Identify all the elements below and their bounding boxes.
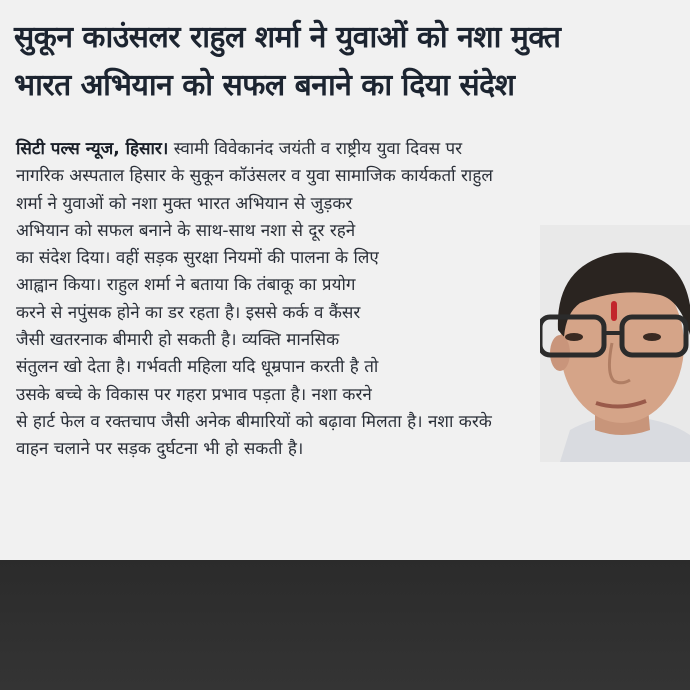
body-line-2: नागरिक अस्पताल हिसार के सुकून कॉउंसलर व युवा सामाजिक कार्यकर्ता राहुल [16,166,493,187]
dark-bottom-area [0,560,690,690]
portrait-illustration [540,225,690,462]
body-line-1 [16,136,676,163]
dateline: सिटी पल्स न्यूज, हिसार। [16,139,169,159]
article-headline [14,14,690,110]
body-line-3: शर्मा ने युवाओं को नशा मुक्त भारत अभियान से जुड़कर [16,193,353,214]
body-line-9: संतुलन खो देता है। गर्भवती महिला यदि धूम्रपान करती है तो [16,357,379,378]
person-photo [540,225,690,462]
body-line-5: का संदेश दिया। वहीं सड़क सुरक्षा नियमों की पालना के लिए [16,248,379,269]
body-line-6: आह्वान किया। राहुल शर्मा ने बताया कि तंबाकू का प्रयोग [16,275,356,296]
body-line-4: अभियान को सफल बनाने के साथ-साथ नशा से दूर रहने [16,220,356,241]
body-line-12: वाहन चलाने पर सड़क दुर्घटना भी हो सकती है। [16,439,304,460]
body-line-8: जैसी खतरनाक बीमारी हो सकती है। व्यक्ति मानसिक [16,330,340,351]
headline-line-1: सुकून काउंसलर राहुल शर्मा ने युवाओं को नशा मुक्त [14,20,561,55]
body-line-1-text: स्वामी विवेकानंद जयंती व राष्ट्रीय युवा दिवस पर [168,139,463,159]
body-line-7: करने से नपुंसक होने का डर रहता है। इससे कर्क व कैंसर [16,302,361,323]
body-line-11: से हार्ट फेल व रक्तचाप जैसी अनेक बीमारियों को बढ़ावा मिलता है। नशा करके [16,411,492,432]
body-line-10: उसके बच्चे के विकास पर गहरा प्रभाव पड़ता है। नशा करने [16,384,372,405]
headline-line-2: भारत अभियान को सफल बनाने का दिया संदेश [14,68,515,103]
